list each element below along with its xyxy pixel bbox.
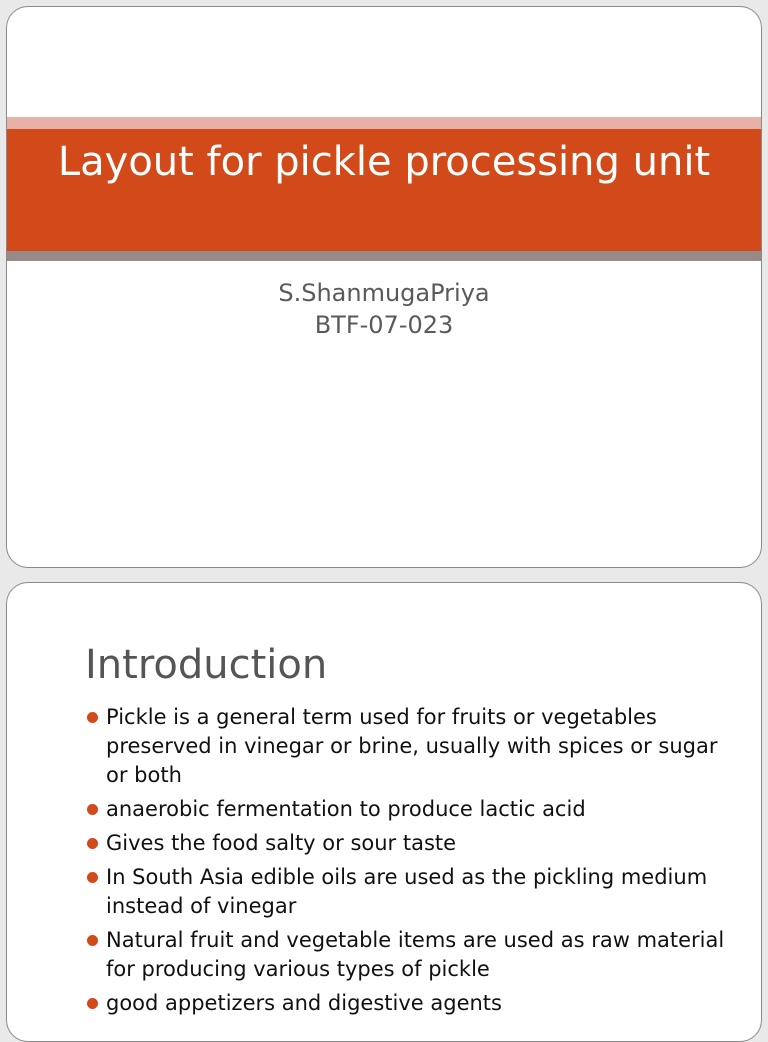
bullet-dot-icon [87, 804, 98, 815]
bullet-dot-icon [87, 872, 98, 883]
slide-title: Layout for pickle processing unit [57, 139, 711, 185]
bullet-text: anaerobic fermentation to produce lactic acid [106, 797, 586, 821]
slide-heading: Introduction [85, 642, 328, 688]
introduction-slide [6, 582, 762, 1042]
title-band-bottom-stripe [7, 251, 761, 261]
bullet-text: Gives the food salty or sour taste [106, 831, 457, 855]
bullet-dot-icon [87, 998, 98, 1009]
bullet-dot-icon [87, 838, 98, 849]
list-item [87, 863, 731, 921]
bullet-text: good appetizers and digestive agents [106, 991, 502, 1015]
bullet-text: Natural fruit and vegetable items are used as raw material for producing various types of pickle [106, 928, 725, 981]
bullet-dot-icon [87, 935, 98, 946]
bullet-list [87, 703, 731, 1023]
list-item [87, 795, 731, 824]
bullet-dot-icon [87, 712, 98, 723]
title-slide [6, 6, 762, 568]
slide-subtitle [7, 277, 761, 341]
title-band-top-stripe [7, 117, 761, 129]
author-name: S.ShanmugaPriya [278, 279, 490, 307]
list-item [87, 703, 731, 790]
list-item [87, 829, 731, 858]
bullet-text: Pickle is a general term used for fruits or vegetables preserved in vinegar or brine, usually with spices or sugar or both [106, 705, 718, 787]
student-id: BTF-07-023 [314, 311, 454, 339]
list-item [87, 989, 731, 1018]
list-item [87, 926, 731, 984]
bullet-text: In South Asia edible oils are used as the pickling medium instead of vinegar [106, 865, 708, 918]
